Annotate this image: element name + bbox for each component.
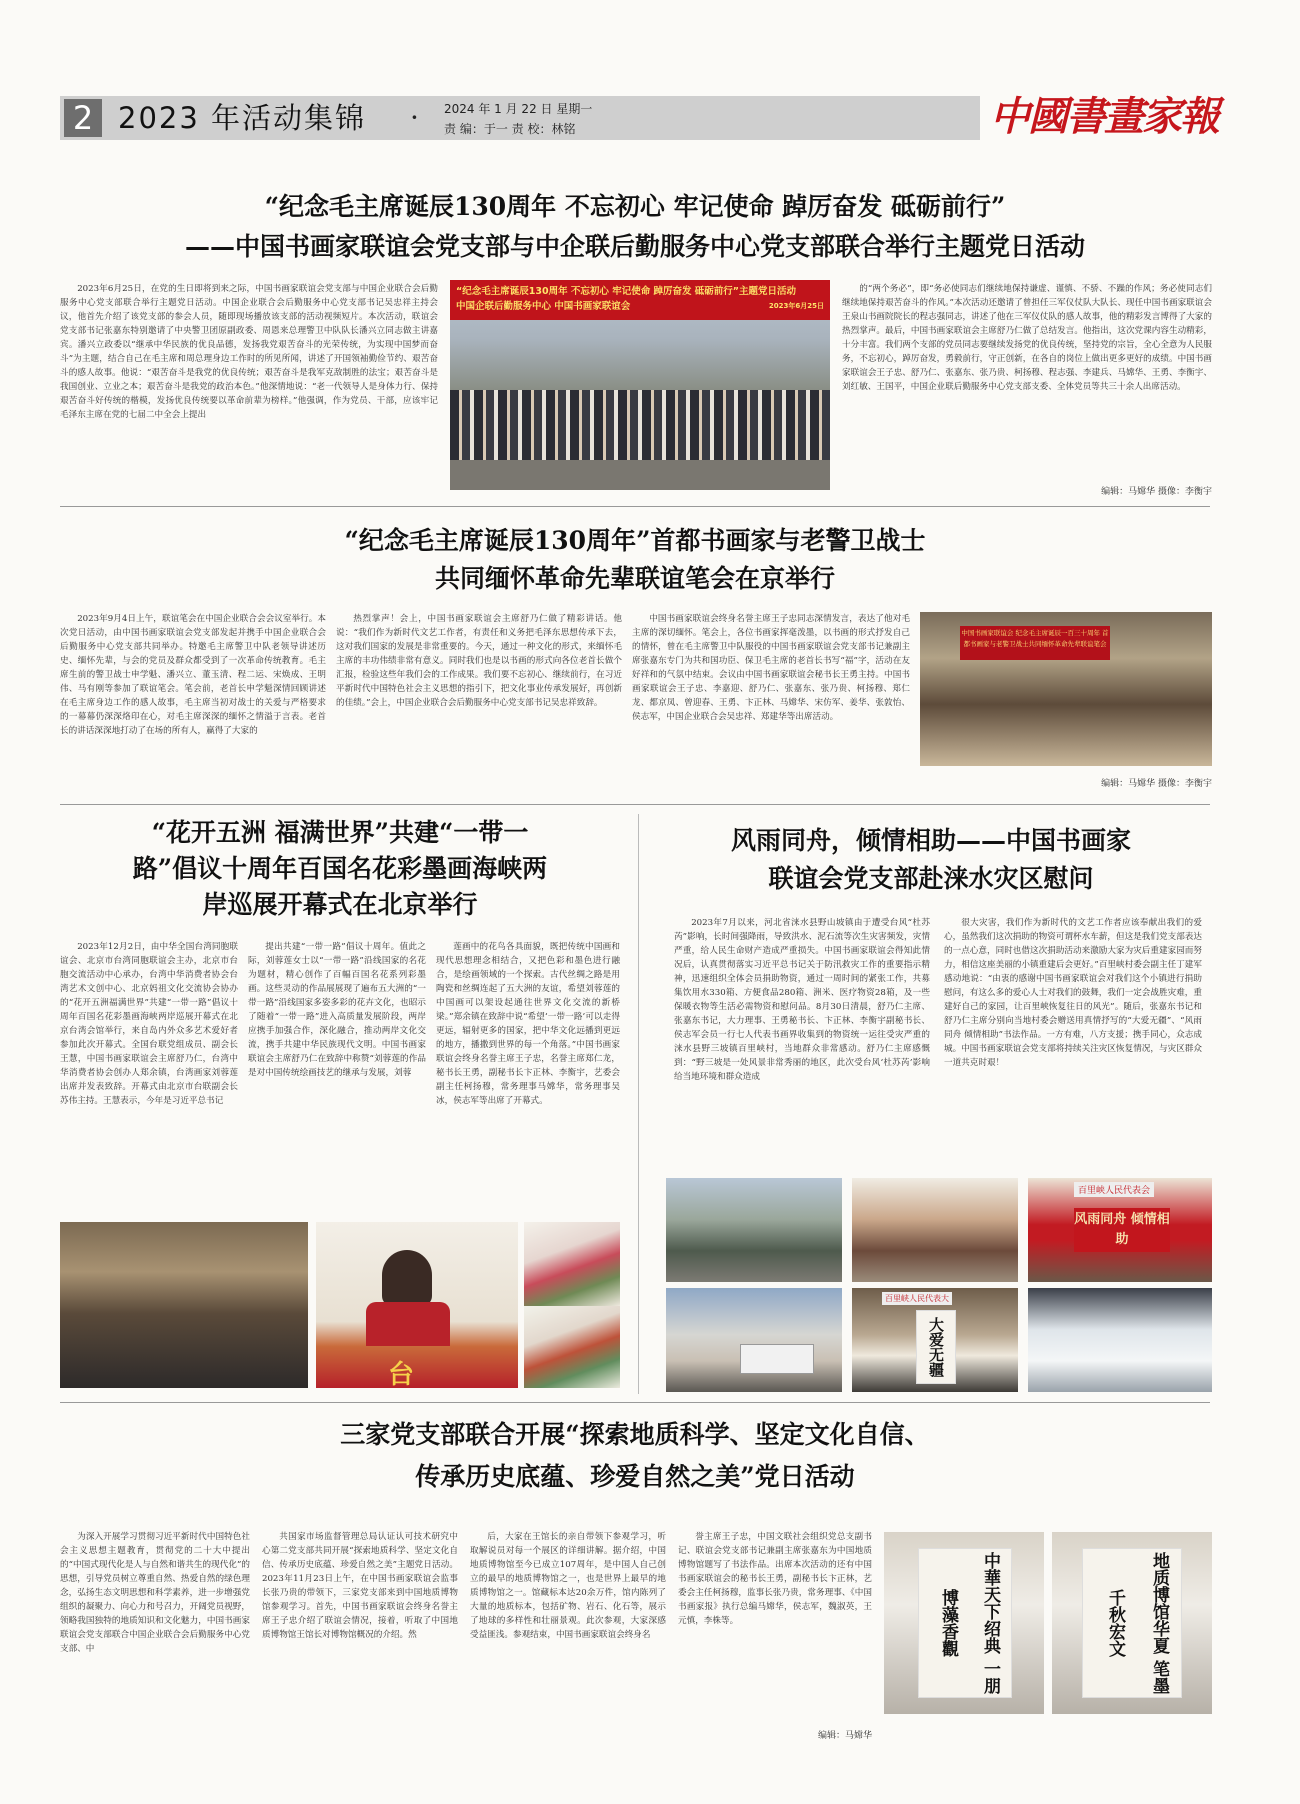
article3-headline-1: “花开五洲 福满世界”共建“一带一 [151,818,529,847]
calligraphy-2: 地质博馆华夏 笔墨千秋宏文 [1082,1548,1182,1698]
article2-headline-2: 共同缅怀革命先辈联谊笔会在京举行 [434,564,835,593]
article1-headline-2: ——中国书画家联谊会党支部与中企联后勤服务中心党支部联合举行主题党日活动 [184,232,1085,261]
speaker-body [366,1302,450,1346]
article3-col1: 2023年12月2日，由中华全国台湾同胞联谊会、北京市台湾同胞联谊会主办，北京市台胞交流活动中心承办，台湾中华消费者协会台湾艺术文创中心、北京妈祖文化交流协会协办的“花开五洲福满世界”共建“一带一路”倡议十周年百国名花彩墨画海峡两岸巡展开幕式在北京台湾会馆举行，来自岛内外众多艺术爱好者参加此次开幕式。全国台联党组成员、副会长王慧，中国书画家联谊会主席舒乃仁，台湾中华消费者协会创办人郑余镇，台湾画家刘蓉莲出席并发表致辞。开幕式由北京市台联副会长苏伟主持。王慧表示，今年是习近平总书记 [60,942,238,1106]
article2-caption: 编辑：马嫦华 摄像：李衡宇 [1101,779,1212,789]
speaker-figure [382,1250,432,1306]
column-divider [638,814,639,1394]
article3-col2: 提出共建“一带一路”倡议十周年。值此之际，刘蓉莲女士以“一带一路”沿线国家的名花为题材，精心创作了百幅百国名花系列彩墨画。这些灵动的作品展展现了遍布五大洲的“一带一路”沿线国家多姿多彩的花卉文化，也昭示了随着“一带一路”进入高质量发展阶段，两岸应携手加强合作，深化融合，推动两岸文化交流，携手共建中华民族现代文明。中国书画家联谊会主席舒乃仁在致辞中称赞“刘蓉莲的作品是对中国传统绘画技艺的继承与发展，刘蓉 [248,942,426,1078]
article2-headline-1: “纪念毛主席诞辰130周年”首都书画家与老警卫战士 [344,526,926,555]
sign-text-2: 百里峡人民代表大 [882,1292,952,1305]
article1-caption: 编辑：马嫦华 摄像：李衡宇 [1101,487,1212,497]
article5-col4: 誉主席王子忠，中国文联社会组织党总支副书记、联谊会党支部书记兼副主席张嘉东为中国地质博物馆题写了书法作品。出席本次活动的还有中国书画家联谊会的秘书长王勇，副秘书长卞正林，艺委会主任柯扬穆，监事长张乃贵，常务理事、《中国书画家报》执行总编马嫦华，侯志军，魏淑英，王元慎，李株等。 [678,1532,872,1626]
article5-col2: 共国家市场监督管理总局认证认可技术研究中心第二党支部共同开展“探索地质科学、坚定文化自信、传承历史底蕴、珍爱自然之美”主题党日活动。2023年11月23日上午，在中国书画家联谊会监事长张乃贵的带领下，三家党支部来到中国地质博物馆参观学习。首先，中国书画家联谊会终身名誉主席王子忠介绍了联谊会情况，接着，听取了中国地质博物馆王馆长对博物馆概况的介绍。然 [262,1532,458,1640]
article3-speaker-photo [316,1222,518,1388]
newspaper-logo: 中國書畫家報 [990,93,1218,140]
calligraphy-photo-1 [884,1532,1044,1714]
article2-col1: 2023年9月4日上午，联谊笔会在中国企业联合会会议室举行。本次党日活动，由中国书画家联谊会党支部发起并携手中国企业联合会后勤服务中心党支部共同举办。特邀毛主席警卫中队老领导讲述历史、缅怀先辈，与会的党员及群众都受到了一次革命传统教育。毛主席生前的警卫战士申学魁、潘兴立、董玉清、程二运、宋焕成、王明伟、马有刚等参加了联谊笔会。笔会前，老首长申学魁深情回顾讲述在毛主席身边工作的感人故事，毛主席当初对战士的关爱与严格要求的一幕幕仍深深烙印在心，对毛主席深深的缅怀之情溢于言表。老首长的讲话深深地打动了在场的所有人，赢得了大家的 [60,614,326,736]
flood-photo-5 [852,1288,1018,1392]
article5-col1: 为深入开展学习贯彻习近平新时代中国特色社会主义思想主题教育，贯彻党的二十大中提出的“中国式现代化是人与自然和谐共生的现代化”的思想，引导党员树立尊重自然、热爱自然的绿色理念，弘扬生态文明思想和科学素养，进一步增强党组织的凝聚力、向心力和号召力，开阔党员视野，领略我国独特的地质知识和文化魅力，中国书画家联谊会党支部联合中国企业联合会后勤服务中心党支部、中 [60,1532,250,1654]
article3-flower-painting-2 [524,1306,620,1388]
divider [60,1402,1210,1403]
meeting-screen-text: 中国书画家联谊会 纪念毛主席诞辰一百三十周年 首都书画家与老警卫战士共同缅怀革命先辈联谊笔会 [960,626,1110,660]
sign-text: 百里峡人民代表会 [1074,1182,1154,1197]
flood-photo-1 [666,1178,842,1282]
article1-col3: 的“两个务必”，即“务必使同志们继续地保持谦虚、谨慎、不骄、不躁的作风；务必使同志们继续地保持艰苦奋斗的作风。”本次活动还邀请了曾担任三军仪仗队大队长、现任中国书画家联谊会王泉山书画院院长的程志强同志，讲述了他在三军仪仗队的感人故事，他的精彩发言博得了大家的热烈掌声。最后，中国书画家联谊会主席舒乃仁做了总结发言。他指出，这次党课内容生动精彩，十分丰富。我们两个支部的党员同志要继续发扬党的优良传统，坚持党的宗旨，全心全意为人民服务，不忘初心，踔厉奋发，勇毅前行，守正创新，在各自的岗位上做出更多更好的成绩。中国书画家联谊会王子忠、舒乃仁、张嘉东、张乃贵、柯扬穆、程志强、李建兵、马嫦华、王勇、李衡宇、刘红敏、王国平，中国企业联后勤服务中心党支部支委、全体党员等共三十余人出席活动。 [842,284,1212,392]
flood-photo-2 [852,1178,1018,1282]
article2-col2: 热烈掌声！会上，中国书画家联谊会主席舒乃仁做了精彩讲话。他说：“我们作为新时代文艺工作者，有责任和义务把毛泽东思想传承下去，这对我们国家的发展是非常重要的。今天，通过一种文化的形式，来缅怀毛主席的丰功伟绩非常有意义。同时我们也是以书画的形式向各位老首长做个汇报，检验这些年我们会的工作成果。我们要不忘初心、继续前行，在习近平新时代中国特色社会主义思想的指引下，把文化事业传承发展好，再创新的佳绩。”会上，中国企业联合会后勤服务中心党支部书记吴忠祥致辞。 [336,614,622,708]
article3-headline-3: 岸巡展开幕式在北京举行 [202,890,478,919]
divider [60,804,1210,805]
article5-headline-1: 三家党支部联合开展“探索地质科学、坚定文化自信、 [340,1420,930,1449]
article4-headline-2: 联谊会党支部赴涞水灾区慰问 [768,864,1094,893]
photo-banner-line-1: “纪念毛主席诞辰130周年 不忘初心 牢记使命 踔厉奋发 砥砺前行”主题党日活动 [456,286,797,297]
calligraphy-photo-2 [1052,1532,1212,1714]
calligraphy-1: 中華天下绍典 一朋博藻香觀 [918,1548,1012,1698]
flood-photo-6 [1028,1288,1212,1392]
photo-banner-line-2: 中国企联后勤服务中心 中国书画家联谊会 [456,301,631,312]
article1-headline-1: “纪念毛主席诞辰130周年 不忘初心 牢记使命 踔厉奋发 砥砺前行” [264,192,1006,221]
article4-col1: 2023年7月以来，河北省涞水县野山坡镇由于遭受台风“杜苏芮”影响，长时间强降雨，导致洪水、泥石流等次生灾害频发，灾情严重，给人民生命财产造成严重损失。中国书画家联谊会得知此情况后，认真贯彻落实习近平总书记关于防汛救灾工作的重要指示精神，迅速组织全体会员捐助物资，通过一周时间的紧张工作，共募集饮用水330箱、方便食品280箱、洲米、医疗物资28箱，及一些保暖衣物等生活必需物资和慰问品。8月30日清晨，舒乃仁主席、张嘉东书记，大力理事、王勇秘书长、卞正林、李衡宇副秘书长、侯志军会员一行七人代表书画界收集到的物资统一运往受灾严重的涞水县野三坡镇百里峡村，当地群众非常感动。舒乃仁主席感慨到：“野三坡是一处风景非常秀丽的地区，此次受台风‘杜苏芮’影响给当地环境和群众造成 [674,918,930,1082]
article1-col1: 2023年6月25日，在党的生日即将到来之际，中国书画家联谊会党支部与中国企业联合会后勤服务中心党支部联合举行主题党日活动。中国企业联合会后勤服务中心党支部书记吴忠祥主持会议，他首先介绍了该党支部的参会人员，随即现场播放该支部的活动视频短片。本次活动，联谊会党支部书记张嘉东特别邀请了中央警卫团原副政委、周恩来总理警卫中队队长潘兴立同志做主讲嘉宾。潘兴立政委以“继承中华民族的优良品德，发扬我党艰苦奋斗的光荣传统，为实现中国梦而奋斗”为主题，结合自己在毛主席和周总理身边工作时的所见所闻，讲述了开国领袖勤俭节约、艰苦奋斗的感人故事。他说：“艰苦奋斗是我党的优良传统；艰苦奋斗是我军克敌制胜的法宝；艰苦奋斗是我国创业、立业之本；艰苦奋斗是我党的政治本色。”他深情地说：“老一代领导人是身体力行、保持艰苦奋斗好传统的楷模，发扬优良传统要以革命前辈为榜样。”他强调，作为党员、干部，应该牢记毛泽东主席在党的七届二中全会上提出 [60,284,438,420]
section-dot: · [410,101,419,134]
article4-col2: 很大灾害，我们作为新时代的文艺工作者应该奉献出我们的爱心，虽然我们这次捐助的物资可谓杯水车薪，但这是我们党支部表达的一点心意，同时也借这次捐助活动来激励大家为灾后重建家园而努力，相信这座美丽的小镇重建后会更好。”百里峡村委会副主任丁建军感动地说：“由衷的感谢中国书画家联谊会对我们这个小镇进行捐助慰问，有这么多的爱心人士对我们的鼓舞，我们一定会战胜灾难，重建好自己的家园，让百里峡恢复往日的风光”。随后，张嘉东书记和舒乃仁主席分别向当地村委会赠送用真情抒写的“大爱无疆”、“风雨同舟 倾情相助”书法作品。一方有难，八方支援；携手同心，众志成城。中国书画家联谊会党支部将持续关注灾区恢复情况，与灾区群众一道共克时艰！ [944,918,1202,1068]
article5-caption: 编辑：马嫦华 [817,1731,872,1741]
article1-group-photo [450,280,830,490]
article3-col3: 莲画中的花鸟各具面貌，既把传统中国画和现代思想理念相结合，又把色彩和墨色进行融合，是绘画领域的一个探索。古代丝绸之路是用陶瓷和丝绸连起了五大洲的友谊，希望刘蓉莲的中国画可以架设起通往世界文化交流的新桥梁。”郑余镇在致辞中说“希望‘一带一路’可以走得更远，辐射更多的国家，把中华文化远播到更远的地方，播撒到世界的每一个角落。”中国书画家联谊会终身名誉主席王子忠，名誉主席郑仁龙，秘书长王勇，副秘书长卞正林、李衡宇，艺委会副主任柯扬穆，常务理事马嫦华，常务理事吴冰，侯志军等出席了开幕式。 [436,942,620,1106]
article3-headline-2: 路”倡议十周年百国名花彩墨画海峡两 [132,854,548,883]
truck [740,1344,814,1374]
article4-headline-1: 风雨同舟，倾情相助——中国书画家 [730,826,1131,855]
divider [60,506,1210,507]
flood-photo-4 [666,1288,842,1392]
issue-date: 2024 年 1 月 22 日 星期一 [444,102,593,116]
article3-flower-painting-1 [524,1222,620,1306]
section-title: 2023 年活动集锦 [118,101,367,135]
article5-headline-2: 传承历史底蕴、珍爱自然之美”党日活动 [415,1462,855,1491]
stage-text: 台 [388,1360,415,1388]
page-number: 2 [64,99,102,137]
photo-banner-date: 2023年6月25日 [768,302,824,310]
article3-hall-photo [60,1222,308,1388]
article2-meeting-photo [920,612,1212,766]
article2-col3: 中国书画家联谊会终身名誉主席王子忠同志深情发言，表达了他对毛主席的深切缅怀。笔会上，各位书画家挥毫泼墨，以书画的形式抒发自己的情怀，曾在毛主席警卫中队服役的中国书画家联谊会党支部书记兼副主席张嘉东专门为共和国功臣、保卫毛主席的老首长书写“福”字，活动在友好祥和的气氛中结束。会议由中国书画家联谊会秘书长王勇主持。中国书画家联谊会王子忠、李嘉迎、舒乃仁、张嘉东、张乃贵、柯扬穆、郑仁龙、都京凤、曾迎春、王勇、卞正林、马嫦华、宋仿军、姜华、张敦怡、侯志军，中国企业联合会吴忠祥、郑建华等出席活动。 [632,614,910,722]
flood-photo-3 [1028,1178,1212,1282]
red-calligraphy: 风雨同舟 倾情相助 [1074,1208,1170,1252]
editors: 责 编：于一 责 校：林铭 [444,122,576,136]
article5-col3: 后，大家在王馆长的亲自带领下参观学习，听取解说员对每一个展区的详细讲解。据介绍，中国地质博物馆至今已成立107周年，是中国人自己创立的最早的地质博物馆之一，也是世界上最早的地质博物馆之一。馆藏标本达20余万件，馆内陈列了大量的地质标本，包括矿物、岩石、化石等，展示了地球的多样性和壮丽景观。此次参观，大家深感受益匪浅。参观结束，中国书画家联谊会终身名 [470,1532,666,1640]
white-calligraphy: 大爱无疆 [916,1310,956,1384]
